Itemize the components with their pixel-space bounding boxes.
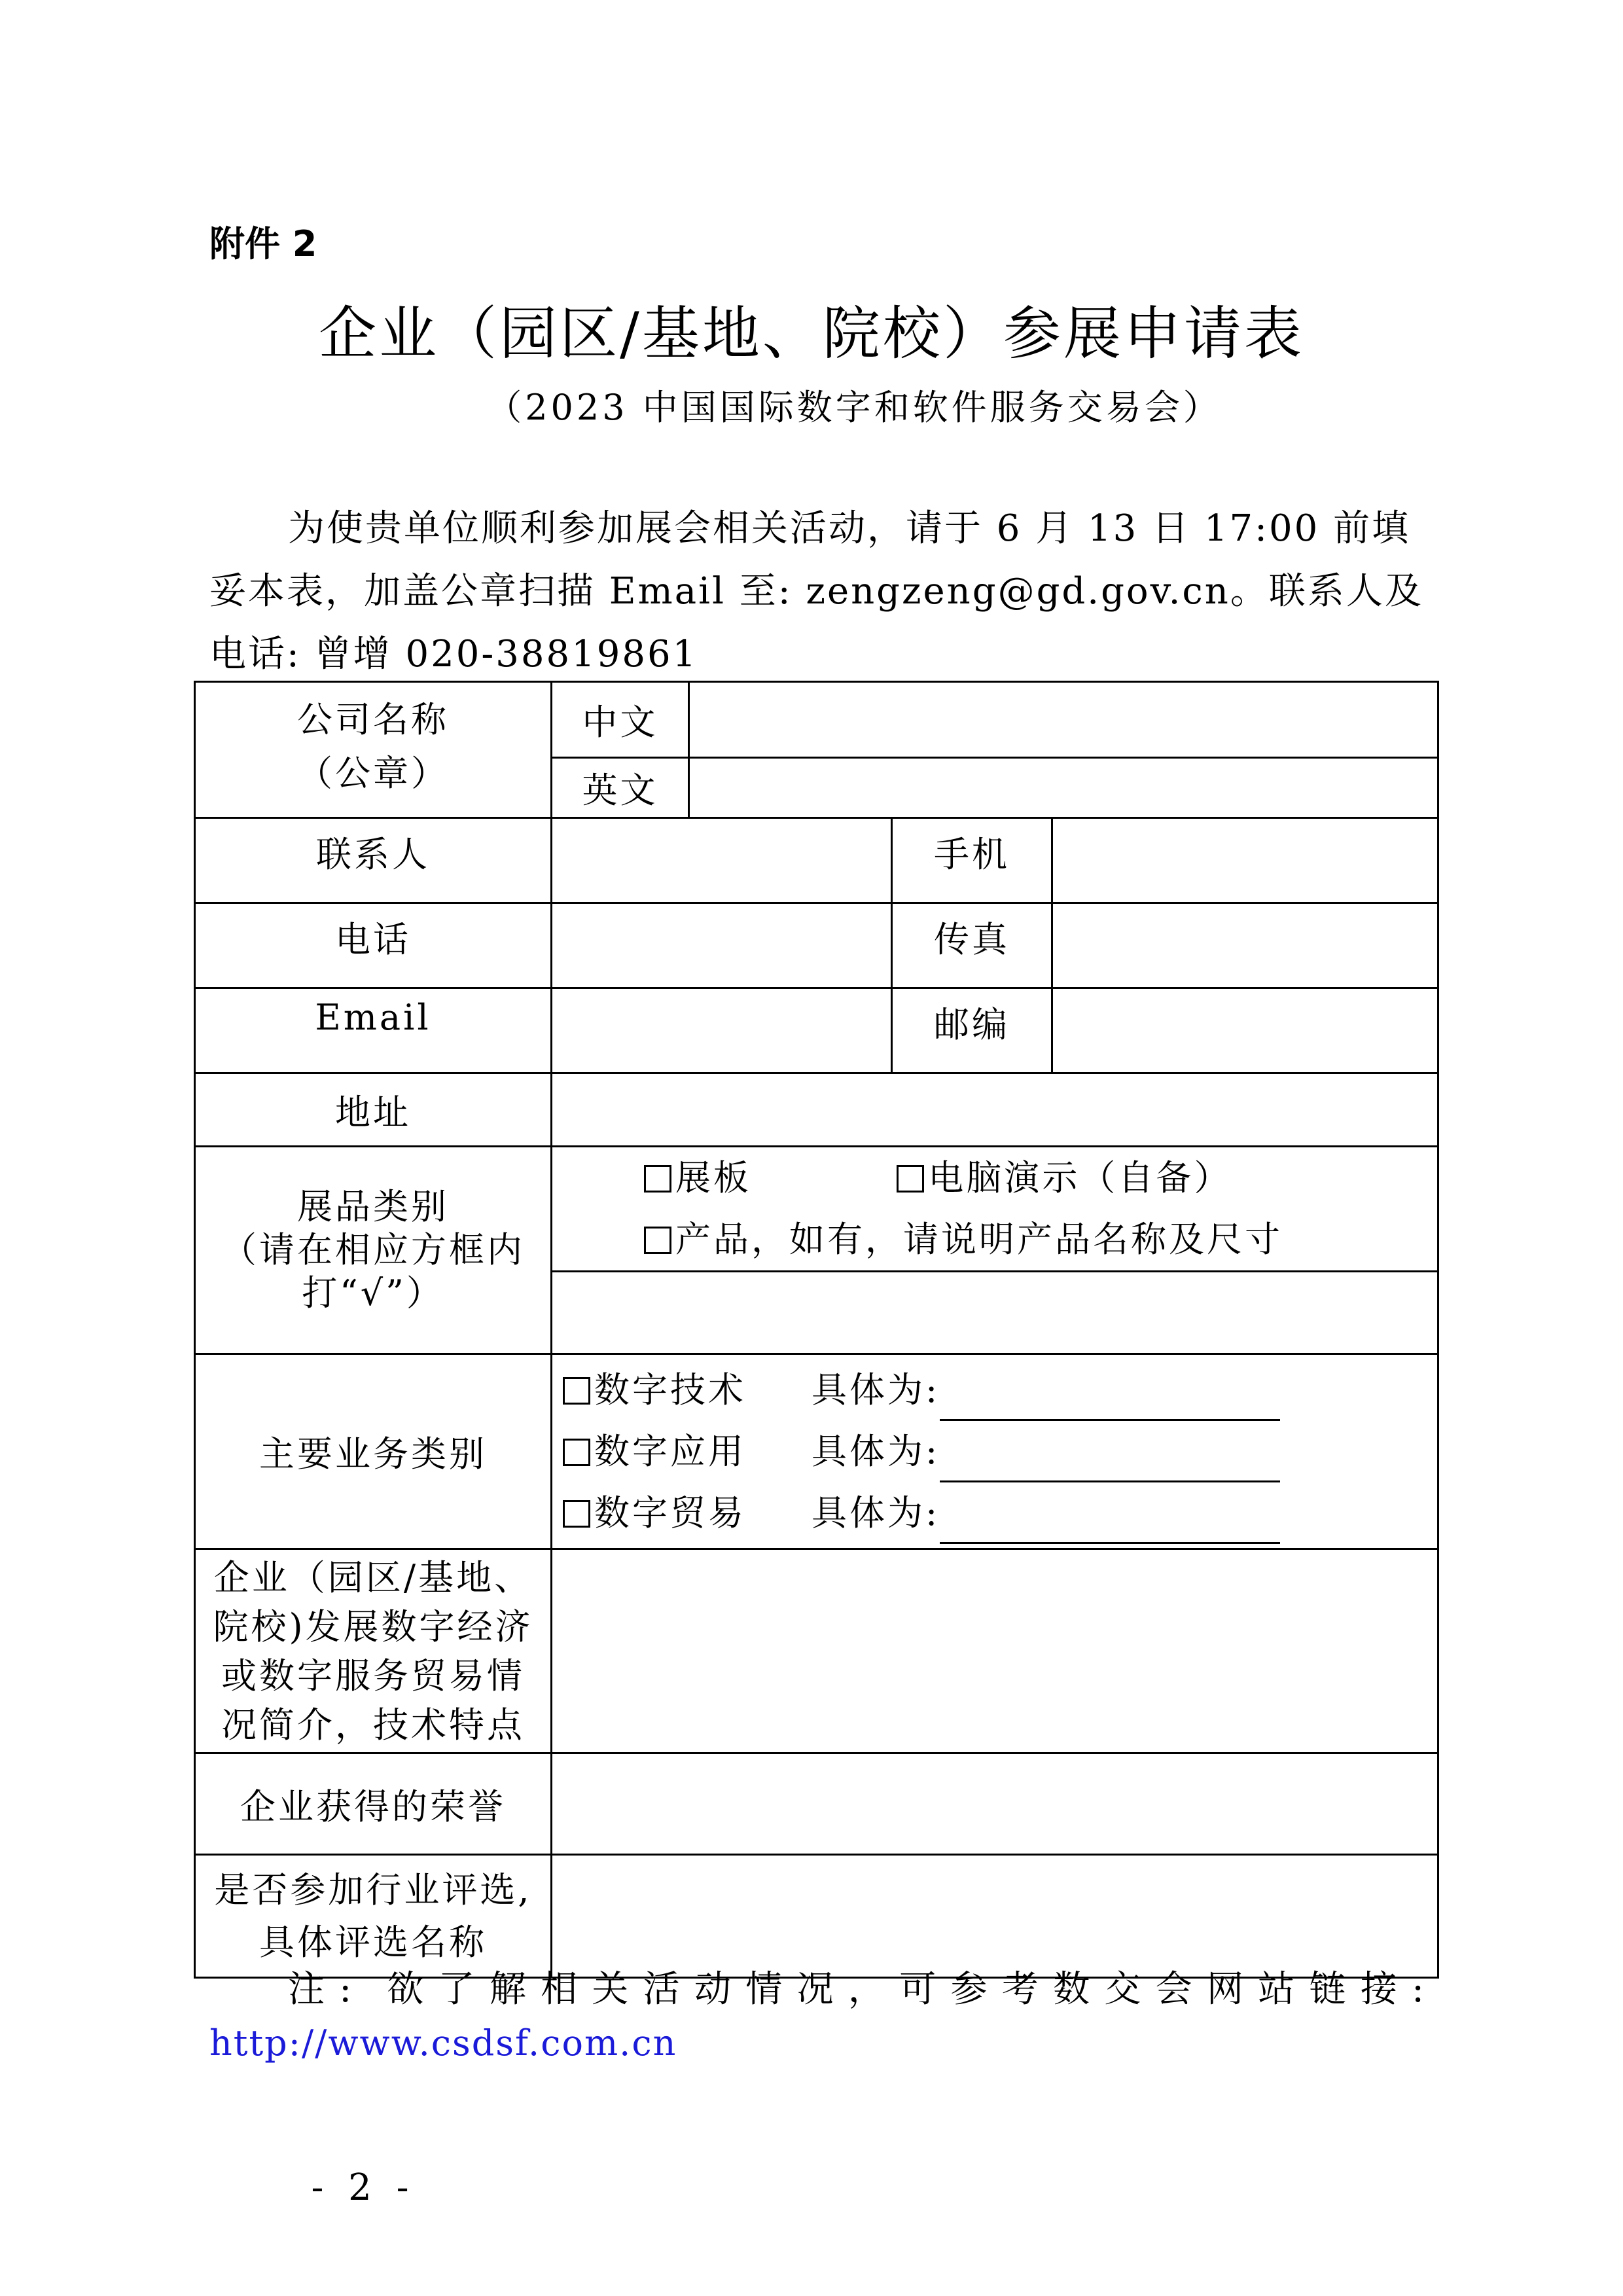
company-seal-label: （公章） <box>297 753 449 794</box>
board-option-label: 展板 <box>675 1157 751 1198</box>
address-field[interactable] <box>552 1073 1438 1147</box>
selection-label-1: 是否参加行业评选, <box>214 1869 532 1910</box>
selection-label-2: 具体评选名称 <box>259 1921 487 1963</box>
address-label: 地址 <box>195 1073 552 1147</box>
selection-label-cell <box>195 1855 552 1978</box>
computer-demo-option-label: 电脑演示（自备） <box>928 1157 1232 1198</box>
phone-label: 电话 <box>195 903 552 988</box>
company-name-english-field[interactable] <box>689 758 1438 818</box>
contact-person-label: 联系人 <box>195 818 552 903</box>
digital-tech-label: 数字技术 <box>594 1369 746 1410</box>
exhibit-category-hint-2: 打“√”） <box>302 1272 444 1314</box>
digital-tech-detail-label: 具体为: <box>812 1369 940 1410</box>
honors-label: 企业获得的荣誉 <box>195 1753 552 1855</box>
page-title: 企业（园区/基地、院校）参展申请表 <box>319 300 1304 367</box>
page-subtitle: （2023 中国国际数字和软件服务交易会） <box>486 387 1222 428</box>
product-description-field[interactable] <box>552 1272 1438 1354</box>
digital-trade-detail-input[interactable] <box>940 1503 1280 1544</box>
digital-app-checkbox[interactable] <box>563 1439 590 1466</box>
digital-tech-checkbox[interactable] <box>563 1377 590 1405</box>
company-intro-label-4: 况简介，技术特点 <box>221 1704 525 1746</box>
honors-field[interactable] <box>552 1753 1438 1855</box>
board-checkbox[interactable] <box>644 1165 671 1193</box>
company-name-chinese-field[interactable] <box>689 682 1438 758</box>
exhibit-category-label-cell <box>195 1147 552 1354</box>
exhibit-options-cell <box>552 1147 1438 1272</box>
product-checkbox[interactable] <box>644 1227 671 1254</box>
digital-app-label: 数字应用 <box>594 1430 746 1472</box>
exhibit-category-hint-1: （请在相应方框内 <box>221 1229 525 1270</box>
computer-demo-checkbox[interactable] <box>897 1165 924 1193</box>
company-intro-label-1: 企业（园区/基地、 <box>213 1556 533 1598</box>
product-option-label: 产品，如有，请说明产品名称及尺寸 <box>675 1219 1283 1260</box>
website-link[interactable]: http://www.csdsf.com.cn <box>209 2022 677 2064</box>
digital-app-detail-label: 具体为: <box>812 1430 940 1472</box>
intro-line-3: 电话: 曾增 020-38819861 <box>209 633 698 675</box>
postcode-label: 邮编 <box>892 988 1052 1073</box>
digital-trade-detail-label: 具体为: <box>812 1492 940 1534</box>
footnote: 注: 欲了解相关活动情况，可参考数交会网站链接: <box>288 1968 1433 2011</box>
company-name-label-cell <box>195 682 552 818</box>
company-intro-field[interactable] <box>552 1549 1438 1753</box>
page-number: - 2 - <box>311 2166 416 2209</box>
email-field[interactable] <box>552 988 892 1073</box>
fax-label: 传真 <box>892 903 1052 988</box>
company-intro-label-cell <box>195 1549 552 1753</box>
intro-line-2: 妥本表，加盖公章扫描 Email 至: zengzeng@gd.gov.cn。联系人及 <box>209 570 1423 613</box>
selection-field[interactable] <box>552 1855 1438 1978</box>
company-intro-label-3: 或数字服务贸易情 <box>221 1655 525 1696</box>
contact-person-field[interactable] <box>552 818 892 903</box>
email-label: Email <box>195 988 552 1073</box>
digital-tech-detail-input[interactable] <box>940 1380 1280 1421</box>
exhibit-category-label: 展品类别 <box>297 1186 449 1227</box>
mobile-label: 手机 <box>892 818 1052 903</box>
intro-line-1: 为使贵单位顺利参加展会相关活动，请于 6 月 13 日 17:00 前填 <box>288 507 1411 550</box>
mobile-field[interactable] <box>1052 818 1438 903</box>
english-label: 英文 <box>552 758 689 818</box>
business-options-cell <box>552 1354 1438 1549</box>
digital-trade-label: 数字贸易 <box>594 1492 746 1534</box>
digital-trade-checkbox[interactable] <box>563 1500 590 1528</box>
application-form-table <box>194 681 1439 1979</box>
chinese-label: 中文 <box>552 682 689 758</box>
postcode-field[interactable] <box>1052 988 1438 1073</box>
business-category-label: 主要业务类别 <box>195 1354 552 1549</box>
intro-paragraph <box>209 497 1433 686</box>
phone-field[interactable] <box>552 903 892 988</box>
attachment-label: 附件 2 <box>209 223 317 264</box>
fax-field[interactable] <box>1052 903 1438 988</box>
digital-app-detail-input[interactable] <box>940 1441 1280 1482</box>
company-intro-label-2: 院校)发展数字经济 <box>213 1605 533 1647</box>
company-name-label: 公司名称 <box>297 699 449 740</box>
